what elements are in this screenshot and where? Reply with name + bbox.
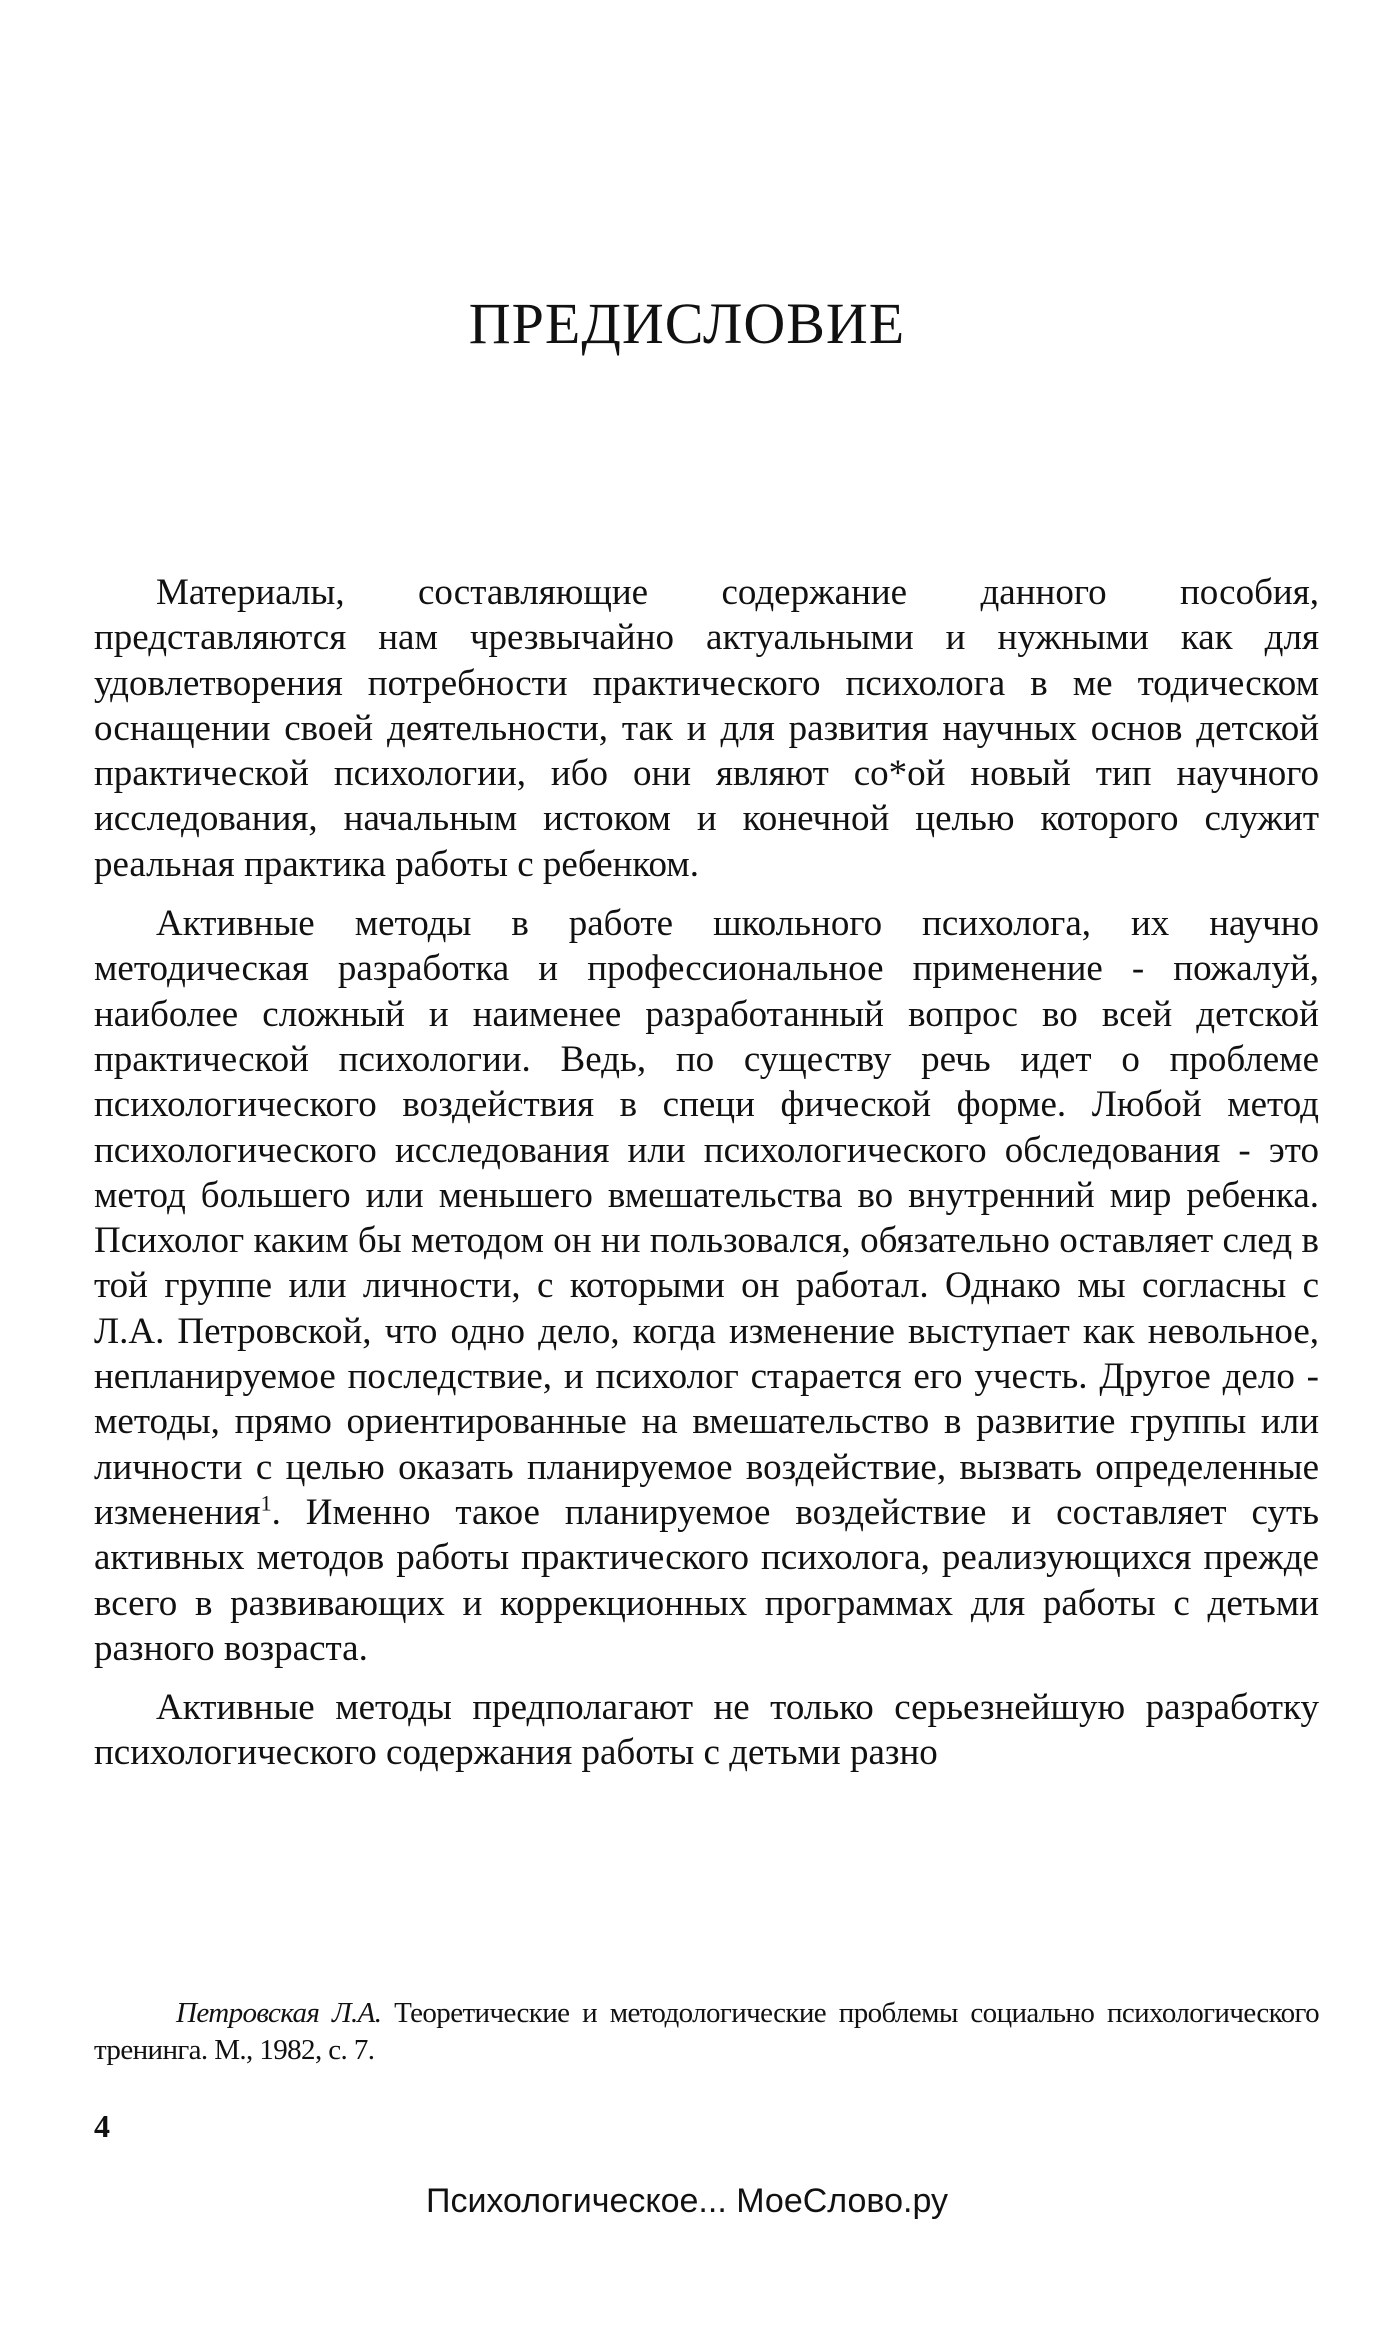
paragraph-1: Материалы, составляющие содержание данного пособия, представляются нам чрезвычайно актуальными и нужными как для удовлетворения потребности практического психолога в ме тодическом оснащении своей деятельности, так и для развития научных основ детской практической психологии, ибо они являют со*ой новый тип научного исследования, начальным истоком и конечной целью которого служит реальная практика работы с ребенком. bbox=[94, 572, 1319, 885]
paragraph-3: Активные методы предполагают не только серьезнейшую разработку психологического содержания работы с детьми разно bbox=[94, 1687, 1319, 1774]
paragraph-2-continuation: . Именно такое планируемое воздействие и составляет суть активных методов работы практического психолога, реализующихся прежде всего в развивающих и коррекционных программах для работы с детьми разного возраста. bbox=[94, 1491, 1319, 1669]
footnote-marker: 1 bbox=[260, 1490, 272, 1516]
page-number: 4 bbox=[94, 2108, 110, 2144]
paragraph-2 bbox=[94, 901, 1319, 1671]
paragraph-2-text: Активные методы в работе школьного психолога, их научно методическая разработка и профессиональное применение - пожалуй, наиболее сложный и наименее разработанный вопрос во всей детской практической психологии. Ведь, по существу речь идет о проблеме психологического воздействия в специ фической форме. Любой метод психологического исследования или психологического обследования - это метод большего или меньшего вмешательства во внутренний мир ребенка. Психолог каким бы методом он ни пользовался, обязательно оставляет след в той группе или личности, с которыми он работал. Однако мы согласны с Л.А. Петровской, что одно дело, когда изменение выступает как невольное, непланируемое последствие, и психолог старается его учесть. Другое дело - методы, прямо ориентированные на вмешательство в развитие группы или личности с целью оказать планируемое воздействие, вызвать определенные изменения bbox=[94, 903, 1319, 1533]
footnote-author: Петровская Л.А. bbox=[176, 1997, 382, 2029]
body-text bbox=[94, 570, 1319, 1776]
footnote bbox=[94, 1995, 1319, 2069]
site-credit: Психологическое... МоеСлово.ру bbox=[426, 2182, 948, 2220]
page-title: ПРЕДИСЛОВИЕ bbox=[468, 291, 906, 356]
footnote-text: Теоретические и методологические проблемы социально психологического тренинга. М., 1982, с. 7. bbox=[94, 1997, 1319, 2066]
